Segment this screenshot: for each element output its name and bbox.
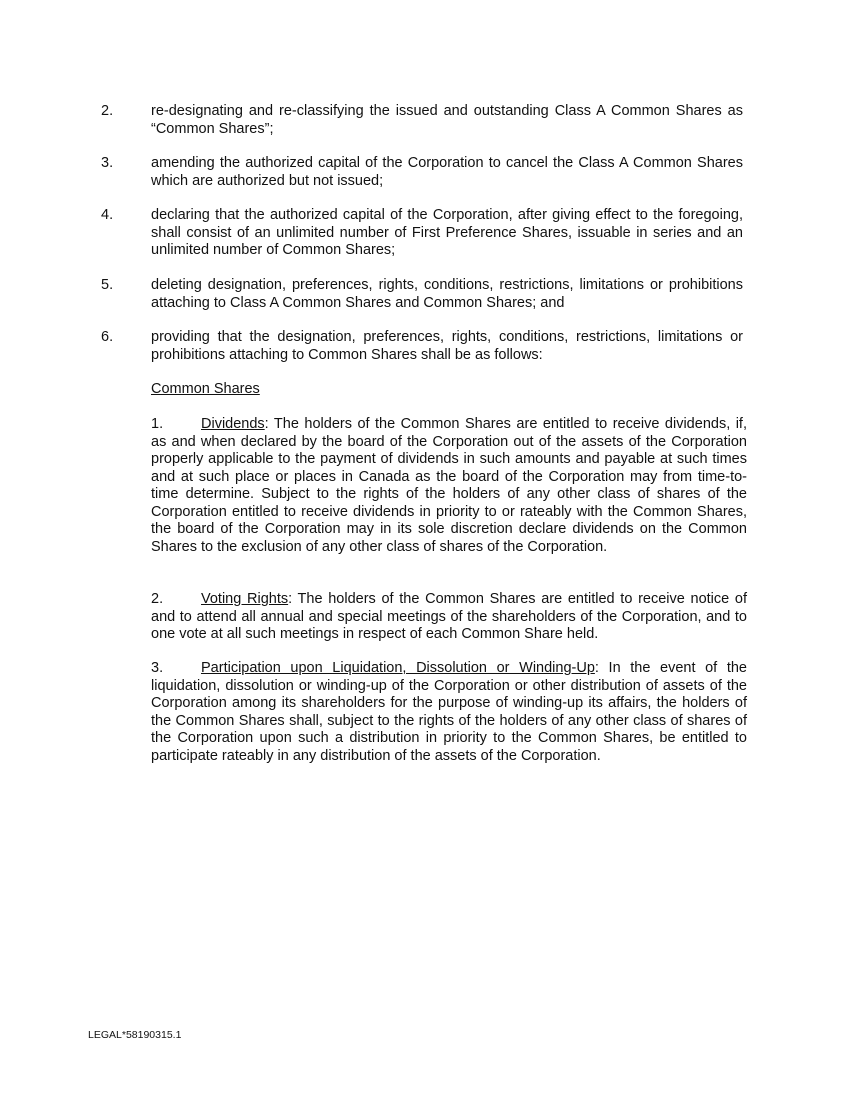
list-item-number: 6. <box>101 329 114 345</box>
paragraph-text: : The holders of the Common Shares are entitled to receive notice of and to attend all annual and special meetings of the shareholders of the Corporation, and to one vote at all such meetings in respect of each Common Share held. <box>151 591 747 642</box>
paragraph-text: : In the event of the liquidation, dissolution or winding-up of the Corporation or other distribution of assets of the Corporation among its shareholders for the purpose of winding-up its affairs, the holders of the Common Shares shall, subject to the rights of the holders of any other class of shares of the Corporation upon such a distribution in priority to the Common Shares, be entitled to participate rateably in any distribution of the assets of the Corporation. <box>151 660 747 764</box>
list-item-number: 2. <box>101 103 114 119</box>
paragraph-number: 3. <box>151 660 164 676</box>
list-item-number: 3. <box>101 155 114 171</box>
paragraph-title: Participation upon Liquidation, Dissolution or Winding-Up <box>201 660 595 676</box>
paragraph-voting-rights <box>151 591 747 644</box>
document-footer-id: LEGAL*58190315.1 <box>88 1029 182 1041</box>
section-heading: Common Shares <box>151 381 260 397</box>
paragraph-dividends <box>151 416 747 556</box>
list-item-text: deleting designation, preferences, rights, conditions, restrictions, limitations or prohibitions attaching to Class A Common Shares and Common Shares; and <box>151 277 743 311</box>
list-item-number: 4. <box>101 207 114 223</box>
list-item-text: re-designating and re-classifying the issued and outstanding Class A Common Shares as “Common Shares”; <box>151 103 743 137</box>
list-item-number: 5. <box>101 277 114 293</box>
paragraph-title: Voting Rights <box>201 591 289 607</box>
paragraph-number: 1. <box>151 416 164 432</box>
paragraph-number: 2. <box>151 591 164 607</box>
paragraph-text: : The holders of the Common Shares are entitled to receive dividends, if, as and when declared by the board of the Corporation out of the assets of the Corporation properly applicable to the payment of dividends in such amounts and payable at such times and at such place or places in Canada as the board of the Corporation may from time-to-time determine. Subject to the rights of the holders of any other class of shares of the Corporation entitled to receive dividends in priority to or rateably with the Common Shares, the board of the Corporation may in its sole discretion declare dividends on the Common Shares to the exclusion of any other class of shares of the Corporation. <box>151 416 747 555</box>
paragraph-title: Dividends <box>201 416 265 432</box>
paragraph-liquidation <box>151 660 747 765</box>
list-item-text: amending the authorized capital of the Corporation to cancel the Class A Common Shares which are authorized but not issued; <box>151 155 743 189</box>
list-item-text: providing that the designation, preferences, rights, conditions, restrictions, limitations or prohibitions attaching to Common Shares shall be as follows: <box>151 329 743 363</box>
list-item-text: declaring that the authorized capital of the Corporation, after giving effect to the foregoing, shall consist of an unlimited number of First Preference Shares, issuable in series and an unlimited number of Common Shares; <box>151 207 743 258</box>
